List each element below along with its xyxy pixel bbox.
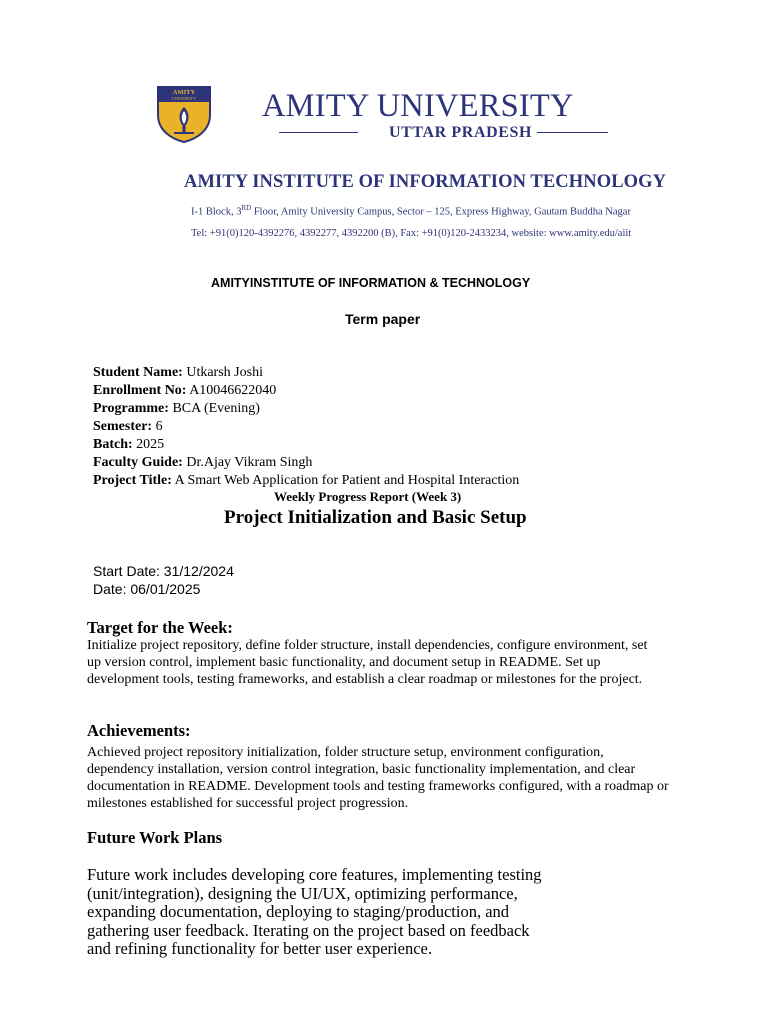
future-work-body: Future work includes developing core features, implementing testing (unit/integration), designing the UI/UX, optimizing performance, expanding documentation, deploying to staging/production, and gathering user feedback. Iterating on the project based on feedback and refining functionality for better user experience. <box>87 865 542 958</box>
detail-key: Semester: <box>93 419 153 434</box>
detail-value: Dr.Ajay Vikram Singh <box>182 455 313 470</box>
weekly-report-label: Weekly Progress Report (Week 3) <box>274 489 462 504</box>
institute-contact: Tel: +91(0)120-4392276, 4392277, 4392200 (B), Fax: +91(0)120-2433234, website: www.amity.edu/aiit <box>191 228 632 239</box>
institute-address <box>191 204 631 218</box>
target-body: Initialize project repository, define folder structure, install dependencies, configure environment, set up version control, implement basic functionality, and document setup in README. Set up development tools, testing frameworks, and establish a clear roadmap or milestones for the project. <box>87 638 648 687</box>
detail-value: 2025 <box>132 437 165 452</box>
university-name: AMITY UNIVERSITY <box>262 88 574 124</box>
achievements-body: Achieved project repository initialization, folder structure setup, environment configuration, dependency installation, version control integration, basic functionality implementation, and clear documentation in README. Development tools and testing frameworks configured, with a roadmap or milestones established for successful project progression. <box>87 745 669 811</box>
detail-value: A10046622040 <box>186 383 277 398</box>
detail-row-enrollment <box>93 382 519 400</box>
achievements-heading: Achievements: <box>87 721 191 740</box>
detail-value: 6 <box>152 419 163 434</box>
document-institute-title: AMITYINSTITUTE OF INFORMATION & TECHNOLOGY <box>211 276 531 290</box>
detail-key: Faculty Guide: <box>93 455 183 470</box>
detail-row-project-title <box>93 472 519 490</box>
document-type-title: Term paper <box>345 311 421 327</box>
address-superscript: RD <box>241 204 252 212</box>
detail-value: A Smart Web Application for Patient and Hospital Interaction <box>171 473 520 488</box>
svg-text:UNIVERSITY: UNIVERSITY <box>172 96 196 101</box>
detail-key: Programme: <box>93 401 169 416</box>
detail-row-batch <box>93 436 519 454</box>
future-work-heading: Future Work Plans <box>87 828 223 847</box>
detail-row-student-name <box>93 364 519 382</box>
detail-value: Utkarsh Joshi <box>182 365 263 380</box>
start-date: Start Date: 31/12/2024 <box>93 563 234 579</box>
target-heading: Target for the Week: <box>87 618 233 637</box>
report-dates <box>93 562 234 598</box>
detail-key: Batch: <box>93 437 133 452</box>
detail-row-faculty-guide <box>93 454 519 472</box>
detail-value: BCA (Evening) <box>168 401 260 416</box>
address-part-2: Floor, Amity University Campus, Sector – 125, Express Highway, Gautam Buddha Nagar <box>251 206 631 218</box>
detail-key: Student Name: <box>93 365 183 380</box>
detail-row-programme <box>93 400 519 418</box>
svg-text:AMITY: AMITY <box>172 89 196 96</box>
detail-key: Enrollment No: <box>93 383 187 398</box>
detail-row-semester <box>93 418 519 436</box>
header-rule-left <box>279 132 358 133</box>
report-title: Project Initialization and Basic Setup <box>224 507 527 528</box>
report-date: Date: 06/01/2025 <box>93 581 201 597</box>
address-part-1: I-1 Block, 3 <box>191 206 242 218</box>
detail-key: Project Title: <box>93 473 172 488</box>
amity-crest-icon <box>156 85 212 143</box>
institute-name: AMITY INSTITUTE OF INFORMATION TECHNOLOGY <box>184 172 667 192</box>
header-rule-right <box>537 132 608 133</box>
university-state: UTTAR PRADESH <box>389 124 533 141</box>
student-details <box>93 364 519 490</box>
